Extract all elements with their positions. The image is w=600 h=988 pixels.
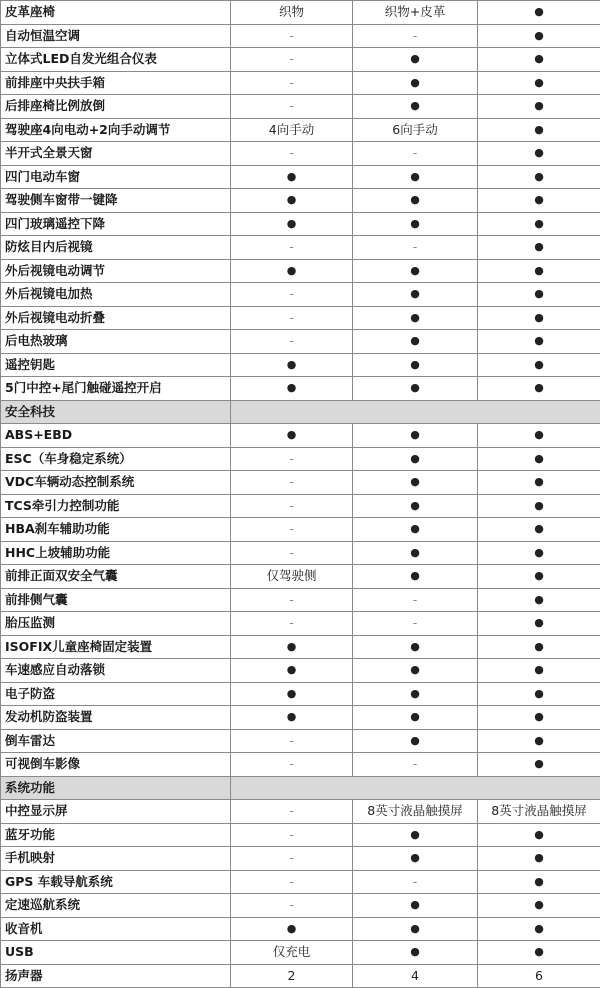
table-row: [1, 353, 600, 377]
table-row: [1, 471, 600, 495]
table-row: [1, 283, 600, 307]
feature-label: HBA刹车辅助功能: [1, 518, 231, 542]
trim-2-standard-dot-icon: ●: [353, 259, 478, 283]
trim-2-standard-dot-icon: ●: [353, 377, 478, 401]
table-row: [1, 541, 600, 565]
table-row: [1, 165, 600, 189]
table-row: [1, 494, 600, 518]
table-row: [1, 212, 600, 236]
trim-3-standard-dot-icon: ●: [478, 259, 600, 283]
section-fill-cell: [231, 400, 600, 424]
table-row: [1, 377, 600, 401]
feature-label: ESC（车身稳定系统）: [1, 447, 231, 471]
feature-label: 驾驶侧车窗带一键降: [1, 189, 231, 213]
trim-1-value: 2: [231, 964, 353, 988]
trim-1-not-available-dash: -: [231, 142, 353, 166]
trim-2-standard-dot-icon: ●: [353, 941, 478, 965]
trim-1-value: 织物: [231, 1, 353, 25]
table-row: [1, 729, 600, 753]
table-row: [1, 917, 600, 941]
trim-1-standard-dot-icon: ●: [231, 377, 353, 401]
trim-2-standard-dot-icon: ●: [353, 189, 478, 213]
feature-label: 驾驶座4向电动+2向手动调节: [1, 118, 231, 142]
feature-label: 5门中控+尾门触碰遥控开启: [1, 377, 231, 401]
trim-2-not-available-dash: -: [353, 142, 478, 166]
table-row: [1, 635, 600, 659]
trim-3-standard-dot-icon: ●: [478, 847, 600, 871]
feature-label: 前排侧气囊: [1, 588, 231, 612]
trim-1-not-available-dash: -: [231, 753, 353, 777]
trim-1-standard-dot-icon: ●: [231, 706, 353, 730]
trim-1-standard-dot-icon: ●: [231, 682, 353, 706]
trim-2-value: 织物+皮革: [353, 1, 478, 25]
table-row: [1, 565, 600, 589]
table-row: [1, 964, 600, 988]
trim-2-standard-dot-icon: ●: [353, 659, 478, 683]
feature-label: ISOFIX儿童座椅固定装置: [1, 635, 231, 659]
section-header-row: [1, 776, 600, 800]
trim-1-standard-dot-icon: ●: [231, 424, 353, 448]
trim-3-standard-dot-icon: ●: [478, 142, 600, 166]
feature-label: TCS牵引力控制功能: [1, 494, 231, 518]
trim-2-standard-dot-icon: ●: [353, 212, 478, 236]
trim-2-not-available-dash: -: [353, 612, 478, 636]
table-row: [1, 753, 600, 777]
trim-1-standard-dot-icon: ●: [231, 259, 353, 283]
table-row: [1, 306, 600, 330]
trim-3-standard-dot-icon: ●: [478, 424, 600, 448]
trim-3-standard-dot-icon: ●: [478, 612, 600, 636]
trim-1-not-available-dash: -: [231, 494, 353, 518]
table-row: [1, 118, 600, 142]
trim-3-standard-dot-icon: ●: [478, 941, 600, 965]
trim-2-standard-dot-icon: ●: [353, 71, 478, 95]
trim-3-standard-dot-icon: ●: [478, 706, 600, 730]
trim-3-standard-dot-icon: ●: [478, 870, 600, 894]
feature-label: 可视倒车影像: [1, 753, 231, 777]
feature-label: 遥控钥匙: [1, 353, 231, 377]
trim-2-standard-dot-icon: ●: [353, 729, 478, 753]
trim-2-standard-dot-icon: ●: [353, 917, 478, 941]
trim-2-not-available-dash: -: [353, 870, 478, 894]
trim-3-standard-dot-icon: ●: [478, 48, 600, 72]
trim-2-standard-dot-icon: ●: [353, 847, 478, 871]
trim-2-value: 4: [353, 964, 478, 988]
feature-label: USB: [1, 941, 231, 965]
trim-3-standard-dot-icon: ●: [478, 71, 600, 95]
trim-1-not-available-dash: -: [231, 24, 353, 48]
feature-label: VDC车辆动态控制系统: [1, 471, 231, 495]
table-row: [1, 95, 600, 119]
table-row: [1, 236, 600, 260]
trim-3-standard-dot-icon: ●: [478, 471, 600, 495]
trim-3-standard-dot-icon: ●: [478, 565, 600, 589]
feature-label: 自动恒温空调: [1, 24, 231, 48]
table-row: [1, 800, 600, 824]
feature-label: 后电热玻璃: [1, 330, 231, 354]
feature-label: 四门玻璃遥控下降: [1, 212, 231, 236]
trim-2-not-available-dash: -: [353, 753, 478, 777]
feature-label: 蓝牙功能: [1, 823, 231, 847]
trim-1-standard-dot-icon: ●: [231, 353, 353, 377]
trim-3-standard-dot-icon: ●: [478, 447, 600, 471]
trim-2-standard-dot-icon: ●: [353, 283, 478, 307]
table-row: [1, 706, 600, 730]
table-row: [1, 682, 600, 706]
feature-label: 扬声器: [1, 964, 231, 988]
feature-label: 半开式全景天窗: [1, 142, 231, 166]
trim-1-standard-dot-icon: ●: [231, 659, 353, 683]
trim-2-standard-dot-icon: ●: [353, 447, 478, 471]
trim-3-standard-dot-icon: ●: [478, 24, 600, 48]
table-row: [1, 894, 600, 918]
trim-3-standard-dot-icon: ●: [478, 95, 600, 119]
trim-2-standard-dot-icon: ●: [353, 330, 478, 354]
feature-label: 中控显示屏: [1, 800, 231, 824]
trim-3-standard-dot-icon: ●: [478, 518, 600, 542]
trim-1-not-available-dash: -: [231, 729, 353, 753]
trim-1-value: 4向手动: [231, 118, 353, 142]
trim-1-value: 仅充电: [231, 941, 353, 965]
trim-3-standard-dot-icon: ●: [478, 659, 600, 683]
section-fill-cell: [231, 776, 600, 800]
feature-label: 后排座椅比例放倒: [1, 95, 231, 119]
trim-2-standard-dot-icon: ●: [353, 424, 478, 448]
trim-1-not-available-dash: -: [231, 588, 353, 612]
trim-2-standard-dot-icon: ●: [353, 565, 478, 589]
feature-label: 定速巡航系统: [1, 894, 231, 918]
trim-1-not-available-dash: -: [231, 71, 353, 95]
trim-3-standard-dot-icon: ●: [478, 212, 600, 236]
trim-1-not-available-dash: -: [231, 48, 353, 72]
trim-3-standard-dot-icon: ●: [478, 917, 600, 941]
trim-2-standard-dot-icon: ●: [353, 682, 478, 706]
trim-3-standard-dot-icon: ●: [478, 306, 600, 330]
feature-label: 手机映射: [1, 847, 231, 871]
table-row: [1, 870, 600, 894]
trim-2-standard-dot-icon: ●: [353, 165, 478, 189]
trim-1-not-available-dash: -: [231, 870, 353, 894]
trim-2-standard-dot-icon: ●: [353, 48, 478, 72]
trim-3-standard-dot-icon: ●: [478, 588, 600, 612]
trim-3-standard-dot-icon: ●: [478, 377, 600, 401]
trim-2-standard-dot-icon: ●: [353, 823, 478, 847]
trim-1-not-available-dash: -: [231, 471, 353, 495]
trim-3-standard-dot-icon: ●: [478, 635, 600, 659]
feature-label: 立体式LED自发光组合仪表: [1, 48, 231, 72]
trim-3-standard-dot-icon: ●: [478, 729, 600, 753]
trim-3-standard-dot-icon: ●: [478, 330, 600, 354]
section-title: 安全科技: [1, 400, 231, 424]
trim-3-value: 6: [478, 964, 600, 988]
table-row: [1, 588, 600, 612]
trim-3-standard-dot-icon: ●: [478, 894, 600, 918]
trim-3-standard-dot-icon: ●: [478, 283, 600, 307]
spec-table-body: [1, 1, 600, 988]
trim-2-standard-dot-icon: ●: [353, 706, 478, 730]
trim-1-not-available-dash: -: [231, 800, 353, 824]
table-row: [1, 189, 600, 213]
feature-label: 外后视镜电加热: [1, 283, 231, 307]
feature-label: 发动机防盗装置: [1, 706, 231, 730]
table-row: [1, 424, 600, 448]
feature-label: 前排正面双安全气囊: [1, 565, 231, 589]
trim-3-standard-dot-icon: ●: [478, 165, 600, 189]
feature-label: 收音机: [1, 917, 231, 941]
trim-1-standard-dot-icon: ●: [231, 165, 353, 189]
feature-label: ABS+EBD: [1, 424, 231, 448]
trim-1-not-available-dash: -: [231, 894, 353, 918]
feature-label: 胎压监测: [1, 612, 231, 636]
trim-3-standard-dot-icon: ●: [478, 541, 600, 565]
trim-3-standard-dot-icon: ●: [478, 494, 600, 518]
table-row: [1, 71, 600, 95]
trim-1-not-available-dash: -: [231, 236, 353, 260]
trim-2-standard-dot-icon: ●: [353, 353, 478, 377]
section-title: 系统功能: [1, 776, 231, 800]
trim-1-not-available-dash: -: [231, 283, 353, 307]
section-header-row: [1, 400, 600, 424]
trim-2-value: 6向手动: [353, 118, 478, 142]
feature-label: HHC上坡辅助功能: [1, 541, 231, 565]
trim-3-standard-dot-icon: ●: [478, 682, 600, 706]
trim-3-standard-dot-icon: ●: [478, 118, 600, 142]
table-row: [1, 447, 600, 471]
table-row: [1, 142, 600, 166]
feature-label: 四门电动车窗: [1, 165, 231, 189]
feature-label: 外后视镜电动折叠: [1, 306, 231, 330]
trim-3-standard-dot-icon: ●: [478, 353, 600, 377]
table-row: [1, 259, 600, 283]
trim-2-not-available-dash: -: [353, 236, 478, 260]
trim-3-standard-dot-icon: ●: [478, 236, 600, 260]
trim-1-not-available-dash: -: [231, 447, 353, 471]
table-row: [1, 518, 600, 542]
trim-2-not-available-dash: -: [353, 588, 478, 612]
trim-1-not-available-dash: -: [231, 847, 353, 871]
feature-label: 前排座中央扶手箱: [1, 71, 231, 95]
trim-1-not-available-dash: -: [231, 330, 353, 354]
table-row: [1, 847, 600, 871]
trim-2-standard-dot-icon: ●: [353, 894, 478, 918]
trim-2-value: 8英寸液晶触摸屏: [353, 800, 478, 824]
trim-3-value: 8英寸液晶触摸屏: [478, 800, 600, 824]
trim-2-not-available-dash: -: [353, 24, 478, 48]
feature-label: 皮革座椅: [1, 1, 231, 25]
table-row: [1, 330, 600, 354]
trim-1-not-available-dash: -: [231, 518, 353, 542]
table-row: [1, 48, 600, 72]
table-row: [1, 823, 600, 847]
trim-3-standard-dot-icon: ●: [478, 189, 600, 213]
feature-label: GPS 车载导航系统: [1, 870, 231, 894]
trim-2-standard-dot-icon: ●: [353, 518, 478, 542]
trim-1-not-available-dash: -: [231, 306, 353, 330]
trim-2-standard-dot-icon: ●: [353, 306, 478, 330]
trim-2-standard-dot-icon: ●: [353, 635, 478, 659]
trim-1-standard-dot-icon: ●: [231, 212, 353, 236]
feature-label: 外后视镜电动调节: [1, 259, 231, 283]
trim-2-standard-dot-icon: ●: [353, 541, 478, 565]
trim-3-standard-dot-icon: ●: [478, 1, 600, 25]
trim-3-standard-dot-icon: ●: [478, 753, 600, 777]
trim-1-standard-dot-icon: ●: [231, 917, 353, 941]
feature-label: 电子防盗: [1, 682, 231, 706]
feature-label: 倒车雷达: [1, 729, 231, 753]
trim-3-standard-dot-icon: ●: [478, 823, 600, 847]
table-row: [1, 941, 600, 965]
trim-1-standard-dot-icon: ●: [231, 189, 353, 213]
table-row: [1, 1, 600, 25]
trim-1-not-available-dash: -: [231, 612, 353, 636]
table-row: [1, 24, 600, 48]
feature-label: 车速感应自动落锁: [1, 659, 231, 683]
trim-2-standard-dot-icon: ●: [353, 471, 478, 495]
trim-1-standard-dot-icon: ●: [231, 635, 353, 659]
table-row: [1, 659, 600, 683]
trim-1-not-available-dash: -: [231, 95, 353, 119]
trim-2-standard-dot-icon: ●: [353, 494, 478, 518]
trim-1-value: 仅驾驶侧: [231, 565, 353, 589]
trim-1-not-available-dash: -: [231, 541, 353, 565]
trim-2-standard-dot-icon: ●: [353, 95, 478, 119]
feature-label: 防炫目内后视镜: [1, 236, 231, 260]
table-row: [1, 612, 600, 636]
trim-1-not-available-dash: -: [231, 823, 353, 847]
